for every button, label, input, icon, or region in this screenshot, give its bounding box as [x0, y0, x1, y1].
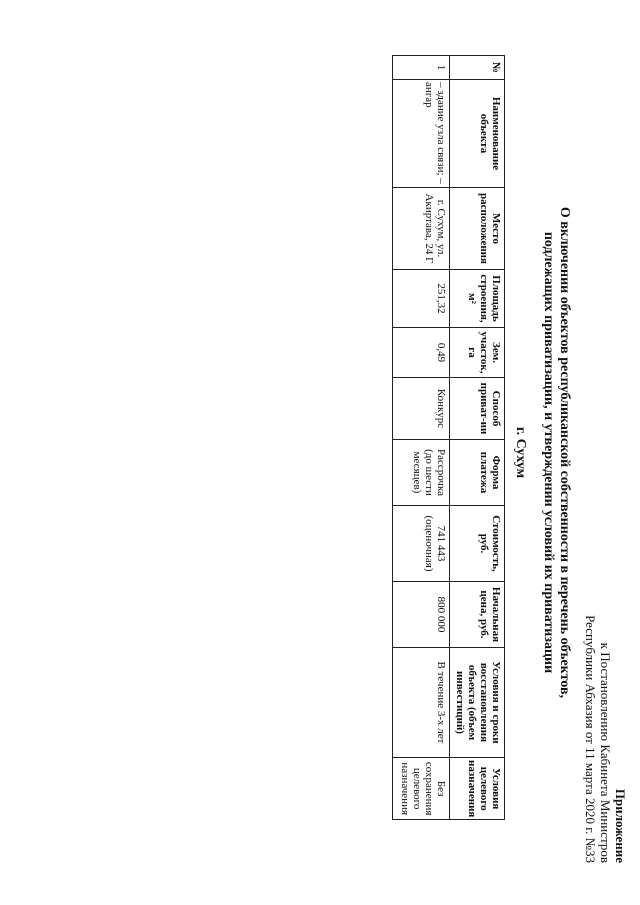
- cell-building-area: 251,32: [393, 270, 450, 328]
- appendix-header: [583, 615, 628, 863]
- table-row: [393, 56, 450, 820]
- header-building-area: Площадь строения, м²: [450, 270, 505, 328]
- cell-cost: 741 443 (оценочная): [393, 506, 450, 582]
- privatization-table: [392, 55, 505, 820]
- cell-land-plot: 0,49: [393, 328, 450, 378]
- cell-payment-form: Рассрочка (до шести месяцев): [393, 440, 450, 506]
- cell-location: г. Сухум, ул. Акиртава, 24 Г: [393, 188, 450, 270]
- document-title-line-2: подлежащих приватизации, и утверждении условий их приватизации: [541, 231, 556, 674]
- header-initial-price: Начальная цена, руб.: [450, 582, 505, 648]
- cell-purpose-terms: Без сохранения целевого назначения: [393, 758, 450, 820]
- cell-initial-price: 800 000: [393, 582, 450, 648]
- header-payment-form: Форма платежа: [450, 440, 505, 506]
- appendix-line-1: к Постановлению Кабинета Министров: [598, 642, 613, 863]
- header-object-name: Наименование объекта: [450, 80, 505, 188]
- header-number: №: [450, 56, 505, 80]
- header-location: Место расположения: [450, 188, 505, 270]
- appendix-title: Приложение: [613, 788, 628, 863]
- header-privatization-method: Способ приват-ии: [450, 378, 505, 440]
- header-purpose-terms: Условия целевого назначения: [450, 758, 505, 820]
- header-restoration-terms: Условия и сроки восстановления объекта (объем инвестиций): [450, 648, 505, 758]
- cell-number: 1: [393, 56, 450, 80]
- header-land-plot: Зем. участок, га: [450, 328, 505, 378]
- cell-object-name: – здание узла связи; – ангар: [393, 80, 450, 188]
- cell-restoration-terms: В течение 3-х лет: [393, 648, 450, 758]
- header-cost: Стоимость, руб.: [450, 506, 505, 582]
- city-heading: г. Сухум: [513, 426, 528, 479]
- document-title: [540, 0, 572, 905]
- appendix-line-2: Республики Абхазия от 11 марта 2020 г. №33: [583, 615, 598, 863]
- document-title-line-1: О включении объектов республиканской собственности в перечень объектов,: [557, 206, 572, 699]
- table-header-row: [450, 56, 505, 820]
- cell-privatization-method: Конкурс: [393, 378, 450, 440]
